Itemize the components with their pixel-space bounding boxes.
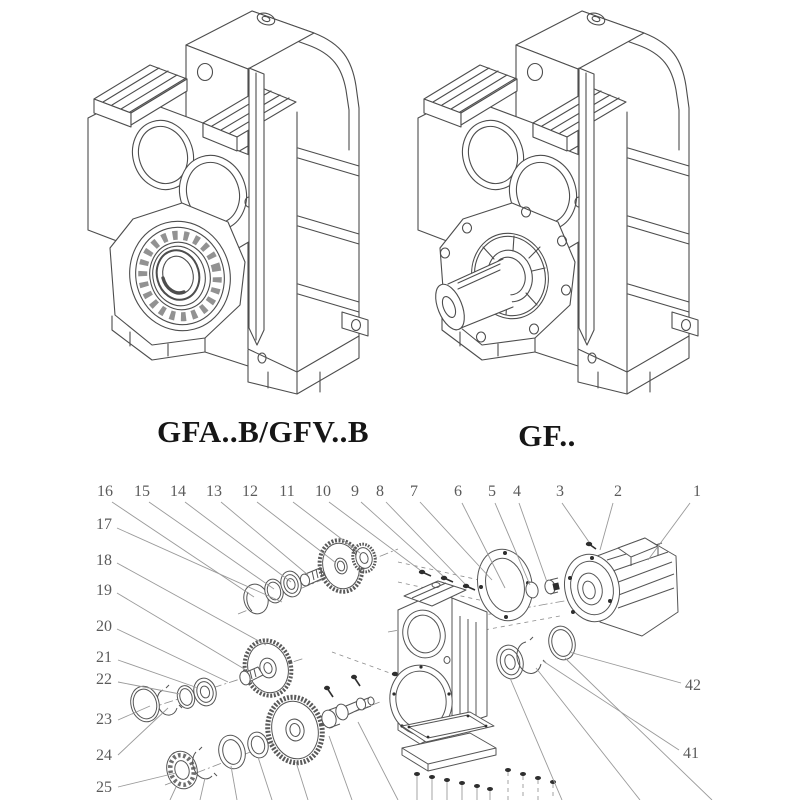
callout-21: 21 (96, 649, 112, 666)
callout-7: 7 (410, 483, 418, 500)
callout-10: 10 (315, 483, 331, 500)
callout-14: 14 (170, 483, 186, 500)
gear-unit-drawing-solid-shaft (418, 11, 698, 394)
callout-3: 3 (556, 483, 564, 500)
callout-23: 23 (96, 711, 112, 728)
gear-unit-drawing-hollow-shaft (88, 11, 368, 394)
input-shaft-gear-cluster (241, 535, 379, 616)
callout-25: 25 (96, 779, 112, 796)
callout-22: 22 (96, 671, 112, 688)
model-label-gf: GF.. (518, 418, 576, 453)
callout-19: 19 (96, 582, 112, 599)
callout-11: 11 (279, 483, 295, 500)
callout-8: 8 (376, 483, 384, 500)
callout-42: 42 (685, 677, 701, 694)
callout-18: 18 (96, 552, 112, 569)
exploded-parts-diagram (96, 483, 712, 800)
callout-20: 20 (96, 618, 112, 635)
cover-bolts (414, 768, 556, 800)
callout-5: 5 (488, 483, 496, 500)
callout-12: 12 (242, 483, 258, 500)
callout-4: 4 (513, 483, 521, 500)
callout-17: 17 (96, 516, 112, 533)
housing-cover-assembly (402, 712, 556, 800)
model-label-gfab-gfvb: GFA..B/GFV..B (156, 414, 370, 449)
output-bearing-and-rings (493, 623, 578, 681)
callout-2: 2 (614, 483, 622, 500)
callout-24: 24 (96, 747, 112, 764)
callout-9: 9 (351, 483, 359, 500)
callout-15: 15 (134, 483, 150, 500)
callout-41: 41 (683, 745, 699, 762)
motor (558, 538, 678, 636)
callout-13: 13 (206, 483, 222, 500)
callout-6: 6 (454, 483, 462, 500)
callout-16: 16 (97, 483, 113, 500)
callout-1: 1 (693, 483, 701, 500)
